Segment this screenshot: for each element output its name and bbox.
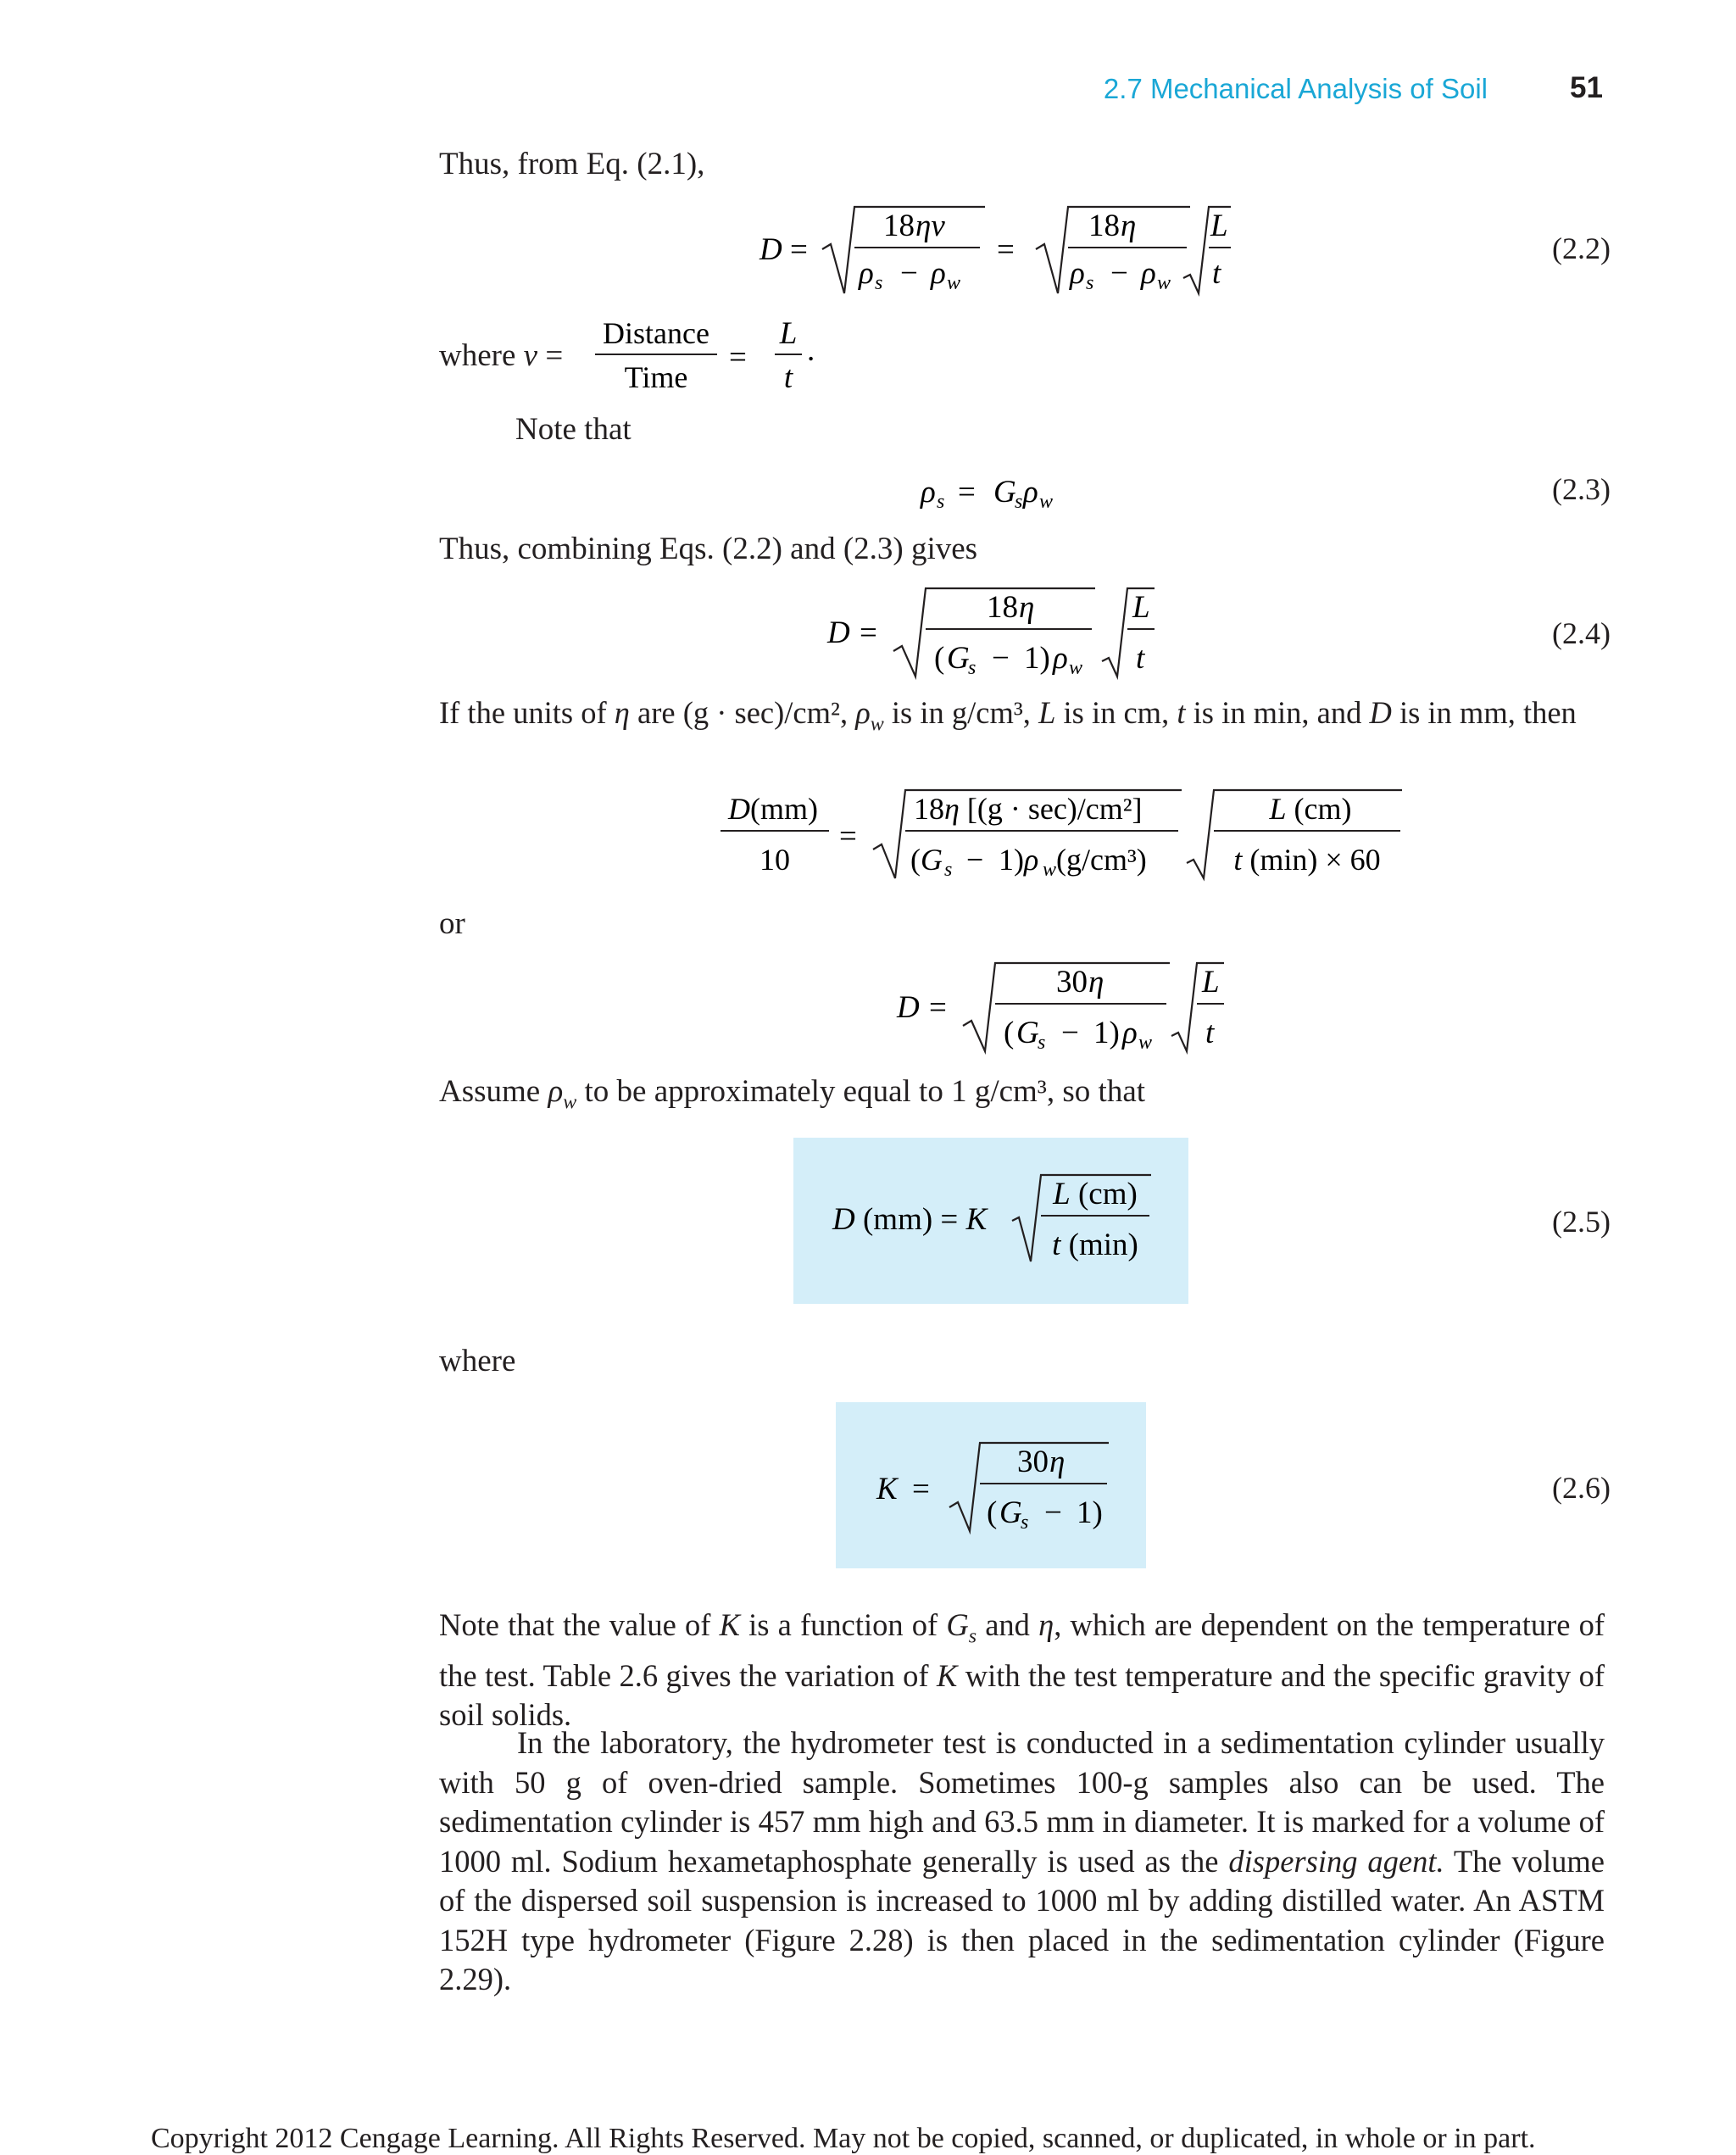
paragraph-hydrometer-test [439,1723,1605,2000]
para1-text-a: Note that the value of [439,1607,711,1642]
units-text-f: is in mm, [1399,695,1516,730]
svg-text:30: 30 [1017,1445,1049,1479]
symbol-eta: η [614,695,630,730]
symbol-rho-w-assume: $\rho_w$ [548,1074,577,1114]
svg-text:G: G [993,475,1016,510]
svg-text:Distance: Distance [603,316,709,350]
or-text: or [439,906,465,941]
symbol-t: t [1177,695,1186,730]
para2-emphasis: dispersing agent. [1228,1843,1444,1879]
svg-text:1): 1) [1024,641,1050,676]
svg-text:(G: (G [910,843,943,877]
svg-text:L (cm): L (cm) [1269,792,1352,826]
assume-text-a: Assume [439,1074,541,1109]
units-text-c: is in g/cm³, [891,695,1031,730]
svg-text:t: t [1136,641,1145,676]
svg-text:L: L [1210,209,1228,243]
svg-text:ρ: ρ [1023,475,1038,510]
assume-text-b: to be approximately equal to 1 g/cm³, so that [584,1074,1146,1109]
svg-text:s: s [937,491,945,513]
svg-text:η: η [1019,590,1035,625]
svg-text:w: w [1157,272,1171,294]
svg-text:L (cm): L (cm) [1053,1177,1138,1211]
then-word: then [1522,695,1577,730]
equation-number-2-5: (2.5) [1552,1205,1611,1239]
para2-text-a: In the laboratory, the hydrometer test is conducted in a sedimentation cylinder usually with 50 g of oven-dried sample. Sometimes 100-g samples also can be used. The sedimentation cylinder is 457 mm high and 63.5 mm in diameter. It is marked for a volume of 1000 ml. Sodium hexametaphosphate generally is used as the [439,1725,1605,1879]
svg-text:w: w [1039,491,1054,513]
svg-text:ηv: ηv [915,209,945,243]
svg-text:ρ: ρ [1053,641,1068,676]
note-that-text: Note that [515,412,632,447]
svg-text:(: ( [1004,1016,1015,1050]
page-number: 51 [1570,71,1603,104]
equation-number-2-4: (2.4) [1552,616,1611,650]
svg-text:1): 1) [1093,1016,1120,1050]
svg-text:ρ: ρ [921,475,936,510]
assume-text [439,1072,1145,1122]
svg-text:1): 1) [1077,1495,1103,1530]
units-text-d: is in cm, [1063,695,1170,730]
svg-text:−: − [1061,1016,1079,1050]
variable-v: v [523,338,538,373]
svg-text:s: s [968,657,976,679]
svg-text:30: 30 [1056,965,1088,1000]
svg-text:s: s [1015,491,1023,513]
svg-text:s: s [875,272,883,294]
svg-text:(g/cm³): (g/cm³) [1056,843,1147,877]
equation-number-2-2: (2.2) [1552,231,1611,265]
svg-text:=: = [839,819,857,854]
svg-text:Time: Time [624,360,688,394]
symbol-Gs: $G_s$ [946,1607,977,1648]
svg-text:ρ: ρ [1122,1016,1138,1050]
equation-2-2 [746,193,1238,312]
symbol-D: D [1369,695,1392,730]
svg-text:=: = [912,1472,930,1506]
svg-text:s: s [944,859,953,881]
where-word: where [439,338,516,373]
equation-2-5 [831,1161,1178,1280]
svg-text:=: = [729,340,747,375]
svg-text:=: = [929,990,947,1025]
svg-text:=: = [860,615,877,650]
svg-text:18: 18 [987,590,1018,625]
svg-text:s: s [1086,272,1094,294]
svg-text:η: η [1088,965,1104,1000]
svg-text:w: w [1043,859,1057,881]
para1-text-e: with the test temperature and the specific gravity of soil solids. [439,1657,1605,1733]
equals-sign: = [545,338,564,373]
svg-text:D: D [897,990,920,1025]
where-v-prefix [439,336,563,376]
svg-text:D(mm): D(mm) [728,792,818,826]
svg-text:t: t [783,360,793,395]
svg-text:L: L [1202,965,1220,1000]
svg-text:=: = [958,475,976,510]
equation-number-2-6: (2.6) [1552,1471,1611,1505]
svg-text:D (mm) = K: D (mm) = K [832,1202,988,1237]
svg-text:ρ: ρ [931,256,946,291]
svg-text:−: − [966,843,984,877]
equation-units-conversion [717,778,1412,897]
svg-text:18: 18 [1088,209,1120,243]
svg-text:18: 18 [883,209,915,243]
svg-text:ρ: ρ [1070,256,1085,291]
equation-d-30-eta [885,951,1241,1070]
svg-text:1)ρ: 1)ρ [999,843,1039,877]
svg-text:ρ: ρ [859,256,874,291]
svg-text:η: η [1121,209,1137,243]
svg-text:t: t [1205,1016,1215,1050]
symbol-K: K [719,1607,740,1642]
units-paragraph [439,693,1605,744]
units-text-e: is in min, and [1193,695,1362,730]
running-header-section-title: 2.7 Mechanical Analysis of Soil [1103,73,1488,104]
symbol-L: L [1038,695,1056,730]
svg-text:t (min): t (min) [1052,1228,1138,1262]
para1-text-c: and [985,1607,1030,1642]
svg-text:ρ: ρ [1141,256,1156,291]
svg-text:G: G [947,641,970,676]
svg-text:η: η [1049,1445,1066,1479]
svg-text:L: L [779,316,798,351]
svg-text:G: G [999,1495,1022,1530]
symbol-eta-2: η [1038,1607,1054,1642]
svg-text:s: s [1038,1032,1046,1054]
symbol-K-2: K [936,1657,958,1693]
units-text-b: are (g · sec)/cm², [637,695,849,730]
units-text-a: If the units of [439,695,607,730]
para1-text-d: , which are dependent on the temperature of the test. Table 2.6 gives the variation of [439,1607,1605,1693]
svg-text:K: K [876,1472,898,1506]
equation-velocity [593,309,831,411]
svg-text:D: D [760,232,782,267]
svg-text:.: . [807,333,815,368]
intro-text-eq-2-1: Thus, from Eq. (2.1), [439,147,705,181]
svg-text:−: − [992,641,1010,676]
equation-2-3 [915,465,1085,532]
where-text: where [439,1344,516,1378]
symbol-rho-w: $\rho_w$ [855,695,884,736]
svg-text:10: 10 [760,843,790,877]
svg-text:D: D [827,615,850,650]
equation-2-6 [868,1431,1139,1550]
svg-text:t: t [1212,256,1221,291]
svg-text:(: ( [987,1495,998,1530]
svg-text:w: w [1138,1032,1153,1054]
para1-text-b: is a function of [748,1607,938,1642]
svg-text:(: ( [934,641,945,676]
svg-text:w: w [1069,657,1083,679]
svg-text:L: L [1132,590,1150,625]
svg-text:−: − [1044,1495,1062,1530]
svg-text:G: G [1016,1016,1039,1050]
svg-text:=: = [997,232,1015,267]
paragraph-k-function [439,1606,1605,1735]
copyright-footer: Copyright 2012 Cengage Learning. All Rights Reserved. May not be copied, scanned, or duplicated, in whole or in part. [151,2123,1536,2154]
svg-text:18η [(g · sec)/cm²]: 18η [(g · sec)/cm²] [914,792,1143,826]
para2-text-b: The volume of the dispersed soil suspension is increased to 1000 ml by adding distilled water. An ASTM 152H type hydrometer (Figure 2.28) is then placed in the sedimentation cylinder (Figure 2.29). [439,1843,1605,1996]
equation-2-4 [815,576,1171,695]
svg-text:=: = [790,232,808,267]
svg-text:t (min) × 60: t (min) × 60 [1233,843,1381,877]
svg-text:s: s [1021,1512,1029,1534]
intro-text-combining: Thus, combining Eqs. (2.2) and (2.3) gives [439,532,978,566]
svg-text:−: − [1110,256,1128,291]
svg-text:w: w [947,272,961,294]
svg-text:−: − [900,256,918,291]
equation-number-2-3: (2.3) [1552,472,1611,506]
